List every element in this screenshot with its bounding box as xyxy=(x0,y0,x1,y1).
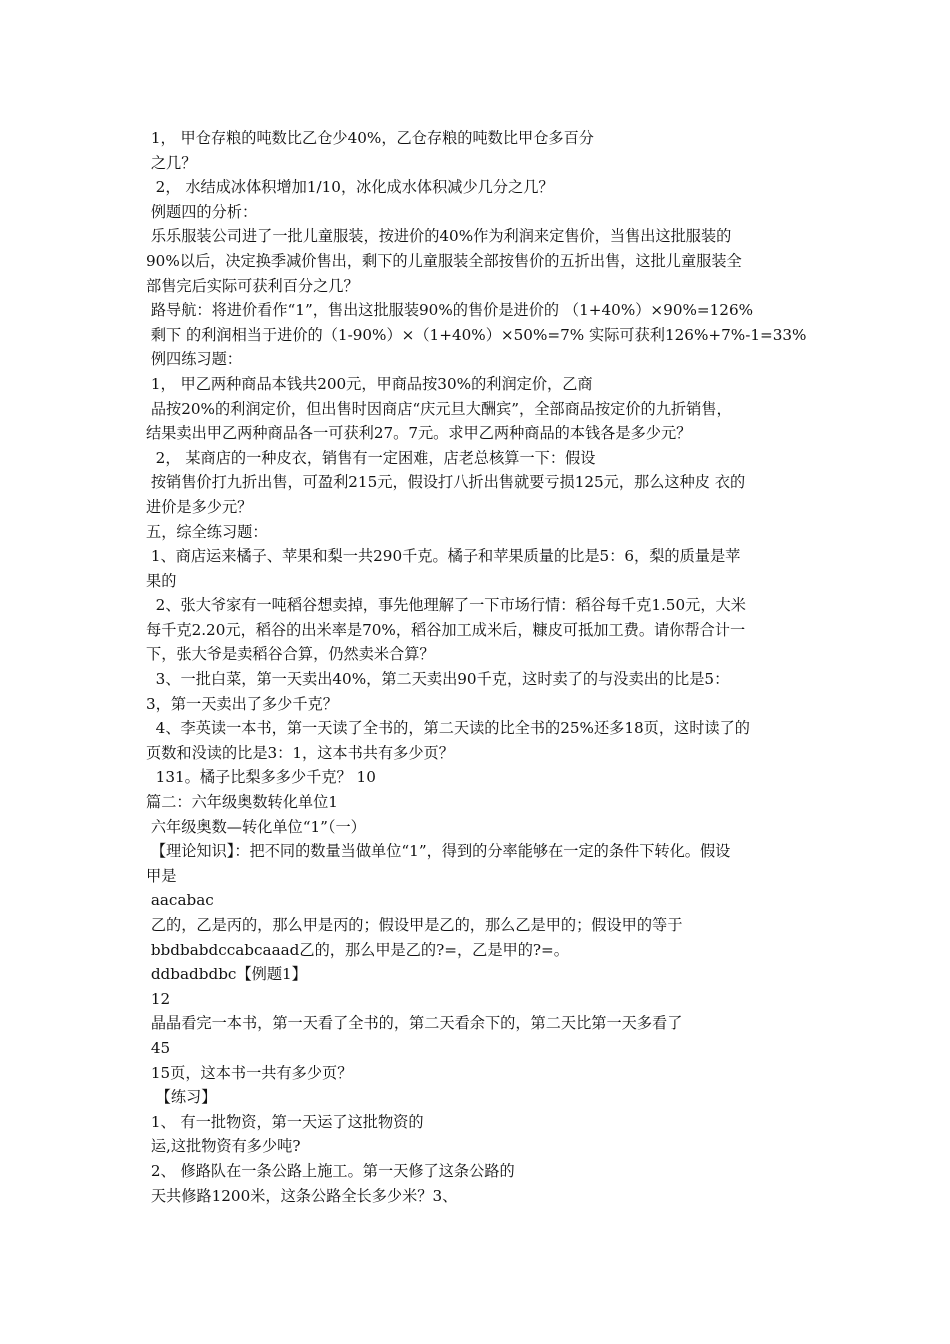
text-line: 页数和没读的比是3：1，这本书共有多少页？ xyxy=(146,743,454,762)
text-line: 15页，这本书一共有多少页？ xyxy=(146,1063,353,1082)
text-line: 12 xyxy=(146,989,171,1008)
text-line: 1、 有一批物资，第一天运了这批物资的 xyxy=(146,1112,424,1131)
text-line: 部售完后实际可获利百分之几？ xyxy=(146,276,359,295)
text-line: 例题四的分析： xyxy=(146,202,258,221)
text-line: 2、张大爷家有一吨稻谷想卖掉，事先他理解了一下市场行情：稻谷每千克1.50元，大米 xyxy=(146,596,746,615)
text-line: 131。橘子比梨多多少千克？ 10 xyxy=(146,768,376,787)
text-line: 每千克2.20元，稻谷的出米率是70%，稻谷加工成米后，糠皮可抵加工费。请你帮合计一 xyxy=(146,620,746,639)
text-line: 【理论知识】：把不同的数量当做单位“1”，得到的分率能够在一定的条件下转化。假设 xyxy=(146,842,731,861)
text-line: 1， 甲仓存粮的吨数比乙仓少40%，乙仓存粮的吨数比甲仓多百分 xyxy=(146,129,594,147)
text-line: 3、一批白菜，第一天卖出40%，第二天卖出90千克，这时卖了的与没卖出的比是5： xyxy=(146,670,730,689)
text-line: 45 xyxy=(146,1038,171,1057)
text-line: aacabac xyxy=(146,891,214,910)
text-line: 90%以后，决定换季减价售出，剩下的儿童服装全部按售价的五折出售，这批儿童服装全 xyxy=(146,251,742,270)
text-line: 五，综全练习题： xyxy=(146,522,268,541)
text-line: ddbadbdbc【例题1】 xyxy=(146,965,307,984)
text-line: 例四练习题： xyxy=(146,350,242,369)
text-line: 乐乐服装公司进了一批儿童服装，按进价的40%作为利润来定售价，当售出这批服装的 xyxy=(146,227,732,246)
text-line: 路导航：将进价看作“1”，售出这批服装90%的售价是进价的 （1+40%）×90%=126% xyxy=(146,301,754,320)
text-line: 2、 修路队在一条公路上施工。第一天修了这条公路的 xyxy=(146,1161,515,1180)
text-line: 乙的，乙是丙的，那么甲是丙的；假设甲是乙的，那么乙是甲的；假设甲的等于 xyxy=(146,916,683,934)
text-line: 甲是 xyxy=(146,866,177,885)
text-line: bbdbabdccabcaaad乙的，那么甲是乙的?=，乙是甲的?=。 xyxy=(146,940,569,959)
text-line: 晶晶看完一本书，第一天看了全书的，第二天看余下的，第二天比第一天多看了 xyxy=(146,1014,683,1033)
text-line: 剩下 的利润相当于进价的（1-90%）×（1+40%）×50%=7% 实际可获利126%+7%-1=33% xyxy=(146,325,807,344)
text-line: 果的 xyxy=(146,571,177,590)
text-line: 3，第一天卖出了多少千克？ xyxy=(146,694,338,713)
text-line: 1、商店运来橘子、苹果和梨一共290千克。橘子和苹果质量的比是5：6，梨的质量是苹 xyxy=(146,547,741,566)
text-line: 之几？ xyxy=(146,153,197,172)
text-line: 按销售价打九折出售，可盈利215元，假设打八折出售就要亏损125元，那么这种皮 衣的 xyxy=(146,473,746,492)
text-line: 进价是多少元？ xyxy=(146,497,253,516)
text-line: 2， 某商店的一种皮衣，销售有一定困难，店老总核算一下：假设 xyxy=(146,448,596,467)
text-line: 2， 水结成冰体积增加1/10，冰化成水体积减少几分之几？ xyxy=(146,178,554,197)
text-line: 下，张大爷是卖稻谷合算，仍然卖米合算？ xyxy=(146,645,435,664)
text-line: 篇二：六年级奥数转化单位1 xyxy=(146,793,338,812)
text-line: 1， 甲乙两种商品本钱共200元，甲商品按30%的利润定价，乙商 xyxy=(146,374,593,393)
text-line: 运,这批物资有多少吨? xyxy=(146,1137,301,1156)
text-line: 4、李英读一本书，第一天读了全书的，第二天读的比全书的25%还多18页，这时读了的 xyxy=(146,719,750,738)
document-page xyxy=(146,126,814,1208)
text-line: 六年级奥数—转化单位“1”（一） xyxy=(146,817,366,836)
text-line: 品按20%的利润定价，但出售时因商店“庆元旦大酬宾”，全部商品按定价的九折销售， xyxy=(146,399,732,418)
text-line: 天共修路1200米，这条公路全长多少米？3、 xyxy=(146,1186,458,1205)
text-line: 结果卖出甲乙两种商品各一可获利27。7元。求甲乙两种商品的本钱各是多少元？ xyxy=(146,424,692,443)
text-line: 【练习】 xyxy=(146,1088,217,1107)
